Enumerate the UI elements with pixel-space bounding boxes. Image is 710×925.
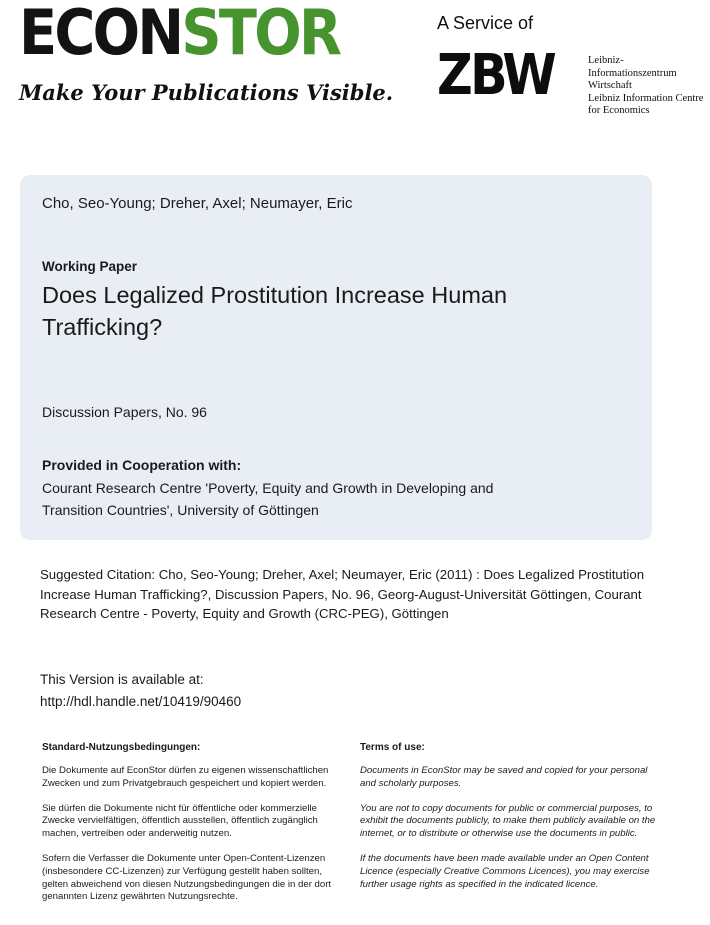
record-authors: Cho, Seo-Young; Dreher, Axel; Neumayer, Eric (42, 195, 353, 212)
cooperation-text: Courant Research Centre 'Poverty, Equity and Growth in Developing and Transition Countries', University of Göttingen (42, 480, 494, 518)
leibniz-org-line: Wirtschaft (588, 80, 632, 91)
terms-english-column (360, 742, 664, 916)
german-terms-paragraph: Sie dürfen die Dokumente nicht für öffentliche oder kommerzielle Zwecke vervielfältigen, öffentlich ausstellen, öffentlich zugänglich machen, vertreiben oder anderweitig nutzen. (42, 802, 318, 840)
service-of-label: A Service of (437, 13, 534, 33)
version-available-label: This Version is available at: (40, 672, 204, 687)
record-card (20, 175, 652, 540)
english-terms-paragraph: You are not to copy documents for public or commercial purposes, to exhibit the documents publicly, to make them publicly available on the internet, or to distribute or otherwise use the documents in public. (360, 802, 656, 840)
leibniz-org-line: Leibniz-Informationszentrum (588, 55, 677, 79)
english-terms-paragraph: If the documents have been made available under an Open Content Licence (especially Creative Commons Licences), you may exercise further usage rights as specified in the indicated licence. (360, 852, 650, 890)
terms-section (42, 742, 664, 916)
leibniz-org-name (588, 52, 710, 118)
leibniz-org-line: for Economics (588, 105, 650, 116)
zbw-logo-text: ZBW (437, 43, 555, 108)
terms-german-column (42, 742, 348, 916)
econstor-logo (19, 0, 340, 69)
record-series: Discussion Papers, No. 96 (42, 404, 207, 420)
german-terms-heading: Standard-Nutzungsbedingungen: (42, 742, 201, 753)
german-terms-paragraph: Die Dokumente auf EconStor dürfen zu eigenen wissenschaftlichen Zwecken und zum Privatgebrauch gespeichert und kopiert werden. (42, 765, 329, 789)
record-doctype: Working Paper (42, 259, 138, 274)
econstor-logo-stor: STOR (181, 0, 340, 69)
zbw-logo (437, 43, 710, 118)
econstor-logo-econ: ECON (19, 0, 182, 69)
handle-link[interactable]: http://hdl.handle.net/10419/90460 (40, 694, 242, 709)
english-terms-paragraph: Documents in EconStor may be saved and copied for your personal and scholarly purposes. (360, 765, 648, 789)
english-terms-heading: Terms of use: (360, 742, 425, 753)
cooperation-label: Provided in Cooperation with: (42, 457, 242, 473)
leibniz-org-line: Leibniz Information Centre (588, 92, 704, 104)
german-terms-paragraph: Sofern die Verfasser die Dokumente unter Open-Content-Lizenzen (insbesondere CC-Lizenzen) zur Verfügung gestellt haben sollten, gelten abweichend von diesen Nutzungsbedingungen die in der dort genannten Lizenz gewährten Nutzungsrechte. (42, 852, 332, 903)
record-title: Does Legalized Prostitution Increase Human Trafficking? (42, 282, 508, 340)
suggested-citation: Suggested Citation: Cho, Seo-Young; Dreher, Axel; Neumayer, Eric (2011) : Does Legalized Prostitution Increase Human Trafficking?, Discussion Papers, No. 96, Georg-August-Universität Göttingen, Courant Research Centre - Poverty, Equity and Growth (CRC-PEG), Göttingen (40, 567, 645, 621)
logo-tagline: Make Your Publications Visible. (19, 80, 394, 105)
